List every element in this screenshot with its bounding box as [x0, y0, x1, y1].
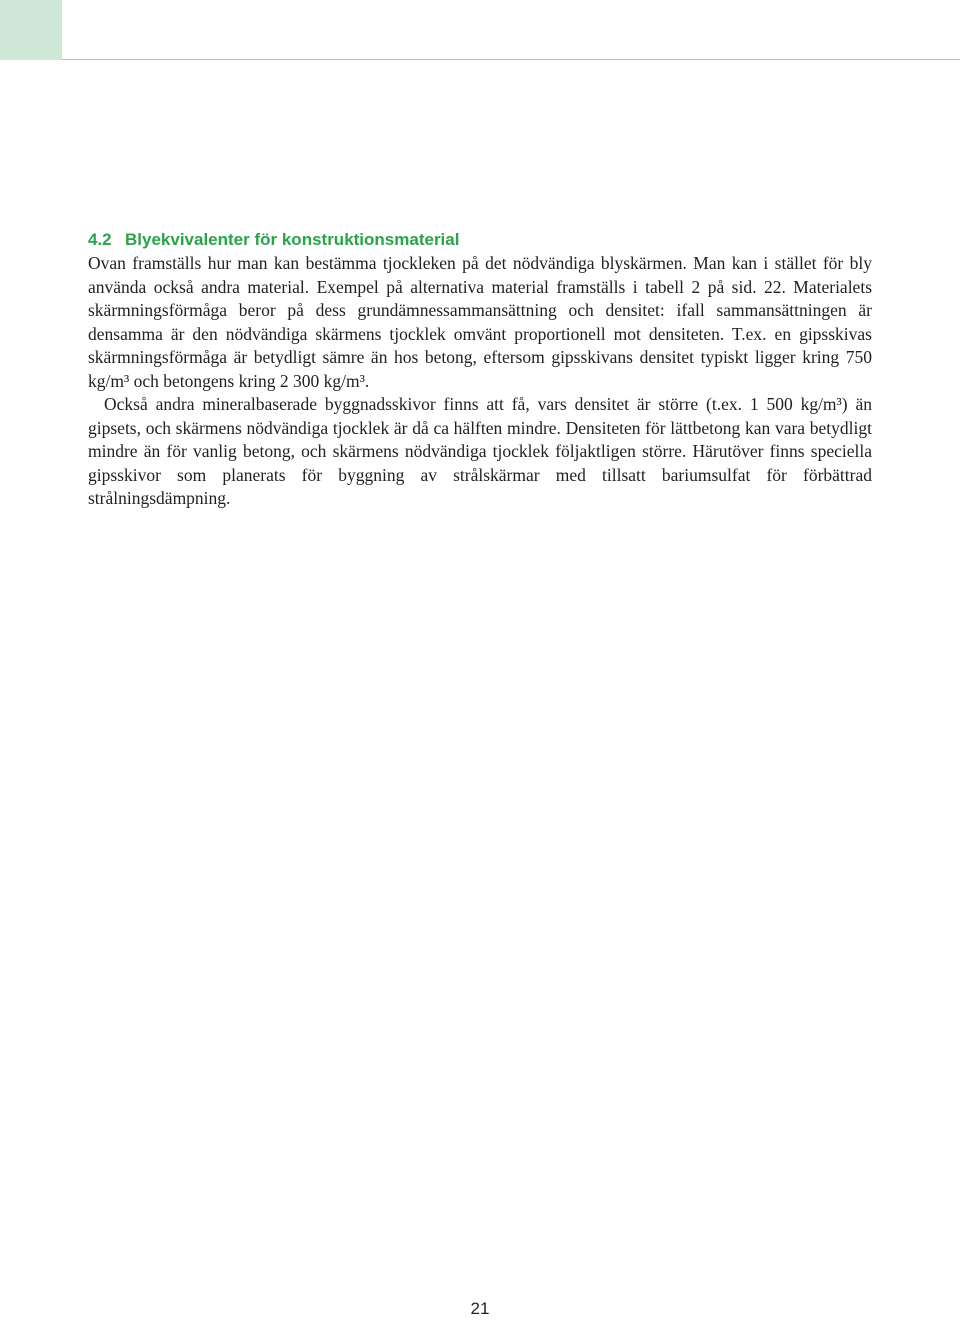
section-title: Blyekvivalenter för konstruktionsmaterial [125, 230, 460, 249]
section-heading [88, 228, 872, 252]
paragraph-1: Ovan framställs hur man kan bestämma tjockleken på det nödvändiga blyskärmen. Man kan i stället för bly använda också andra material. Exempel på alternativa material framställs i tabell 2 på sid. 22. Materialets skärmningsförmåga beror på dess grundämnessammansättning och densitet: ifall sammansättningen är densamma är den nödvändiga skärmens tjocklek omvänt proportionell mot densiteten. T.ex. en gipsskivas skärmningsförmåga är betydligt sämre än hos betong, eftersom gipsskivans densitet typiskt ligger kring 750 kg/m³ och betongens kring 2 300 kg/m³. [88, 253, 872, 391]
header-rule [62, 59, 960, 60]
paragraph-2: Också andra mineralbaserade byggnadsskivor finns att få, vars densitet är större (t.ex. 1 500 kg/m³) än gipsets, och skärmens nödvändiga tjocklek är då ca hälften mindre. Densiteten för lättbetong kan vara betydligt mindre än för vanlig betong, och skärmens nödvändiga tjocklek följaktligen större. Härutöver finns speciella gipsskivor som planerats för byggning av strålskärmar med tillsatt bariumsulfat för förbättrad strålningsdämpning. [88, 394, 872, 508]
main-content [88, 228, 872, 511]
section-number: 4.2 [88, 230, 112, 249]
corner-color-block [0, 0, 62, 60]
page-number: 21 [470, 1299, 490, 1318]
